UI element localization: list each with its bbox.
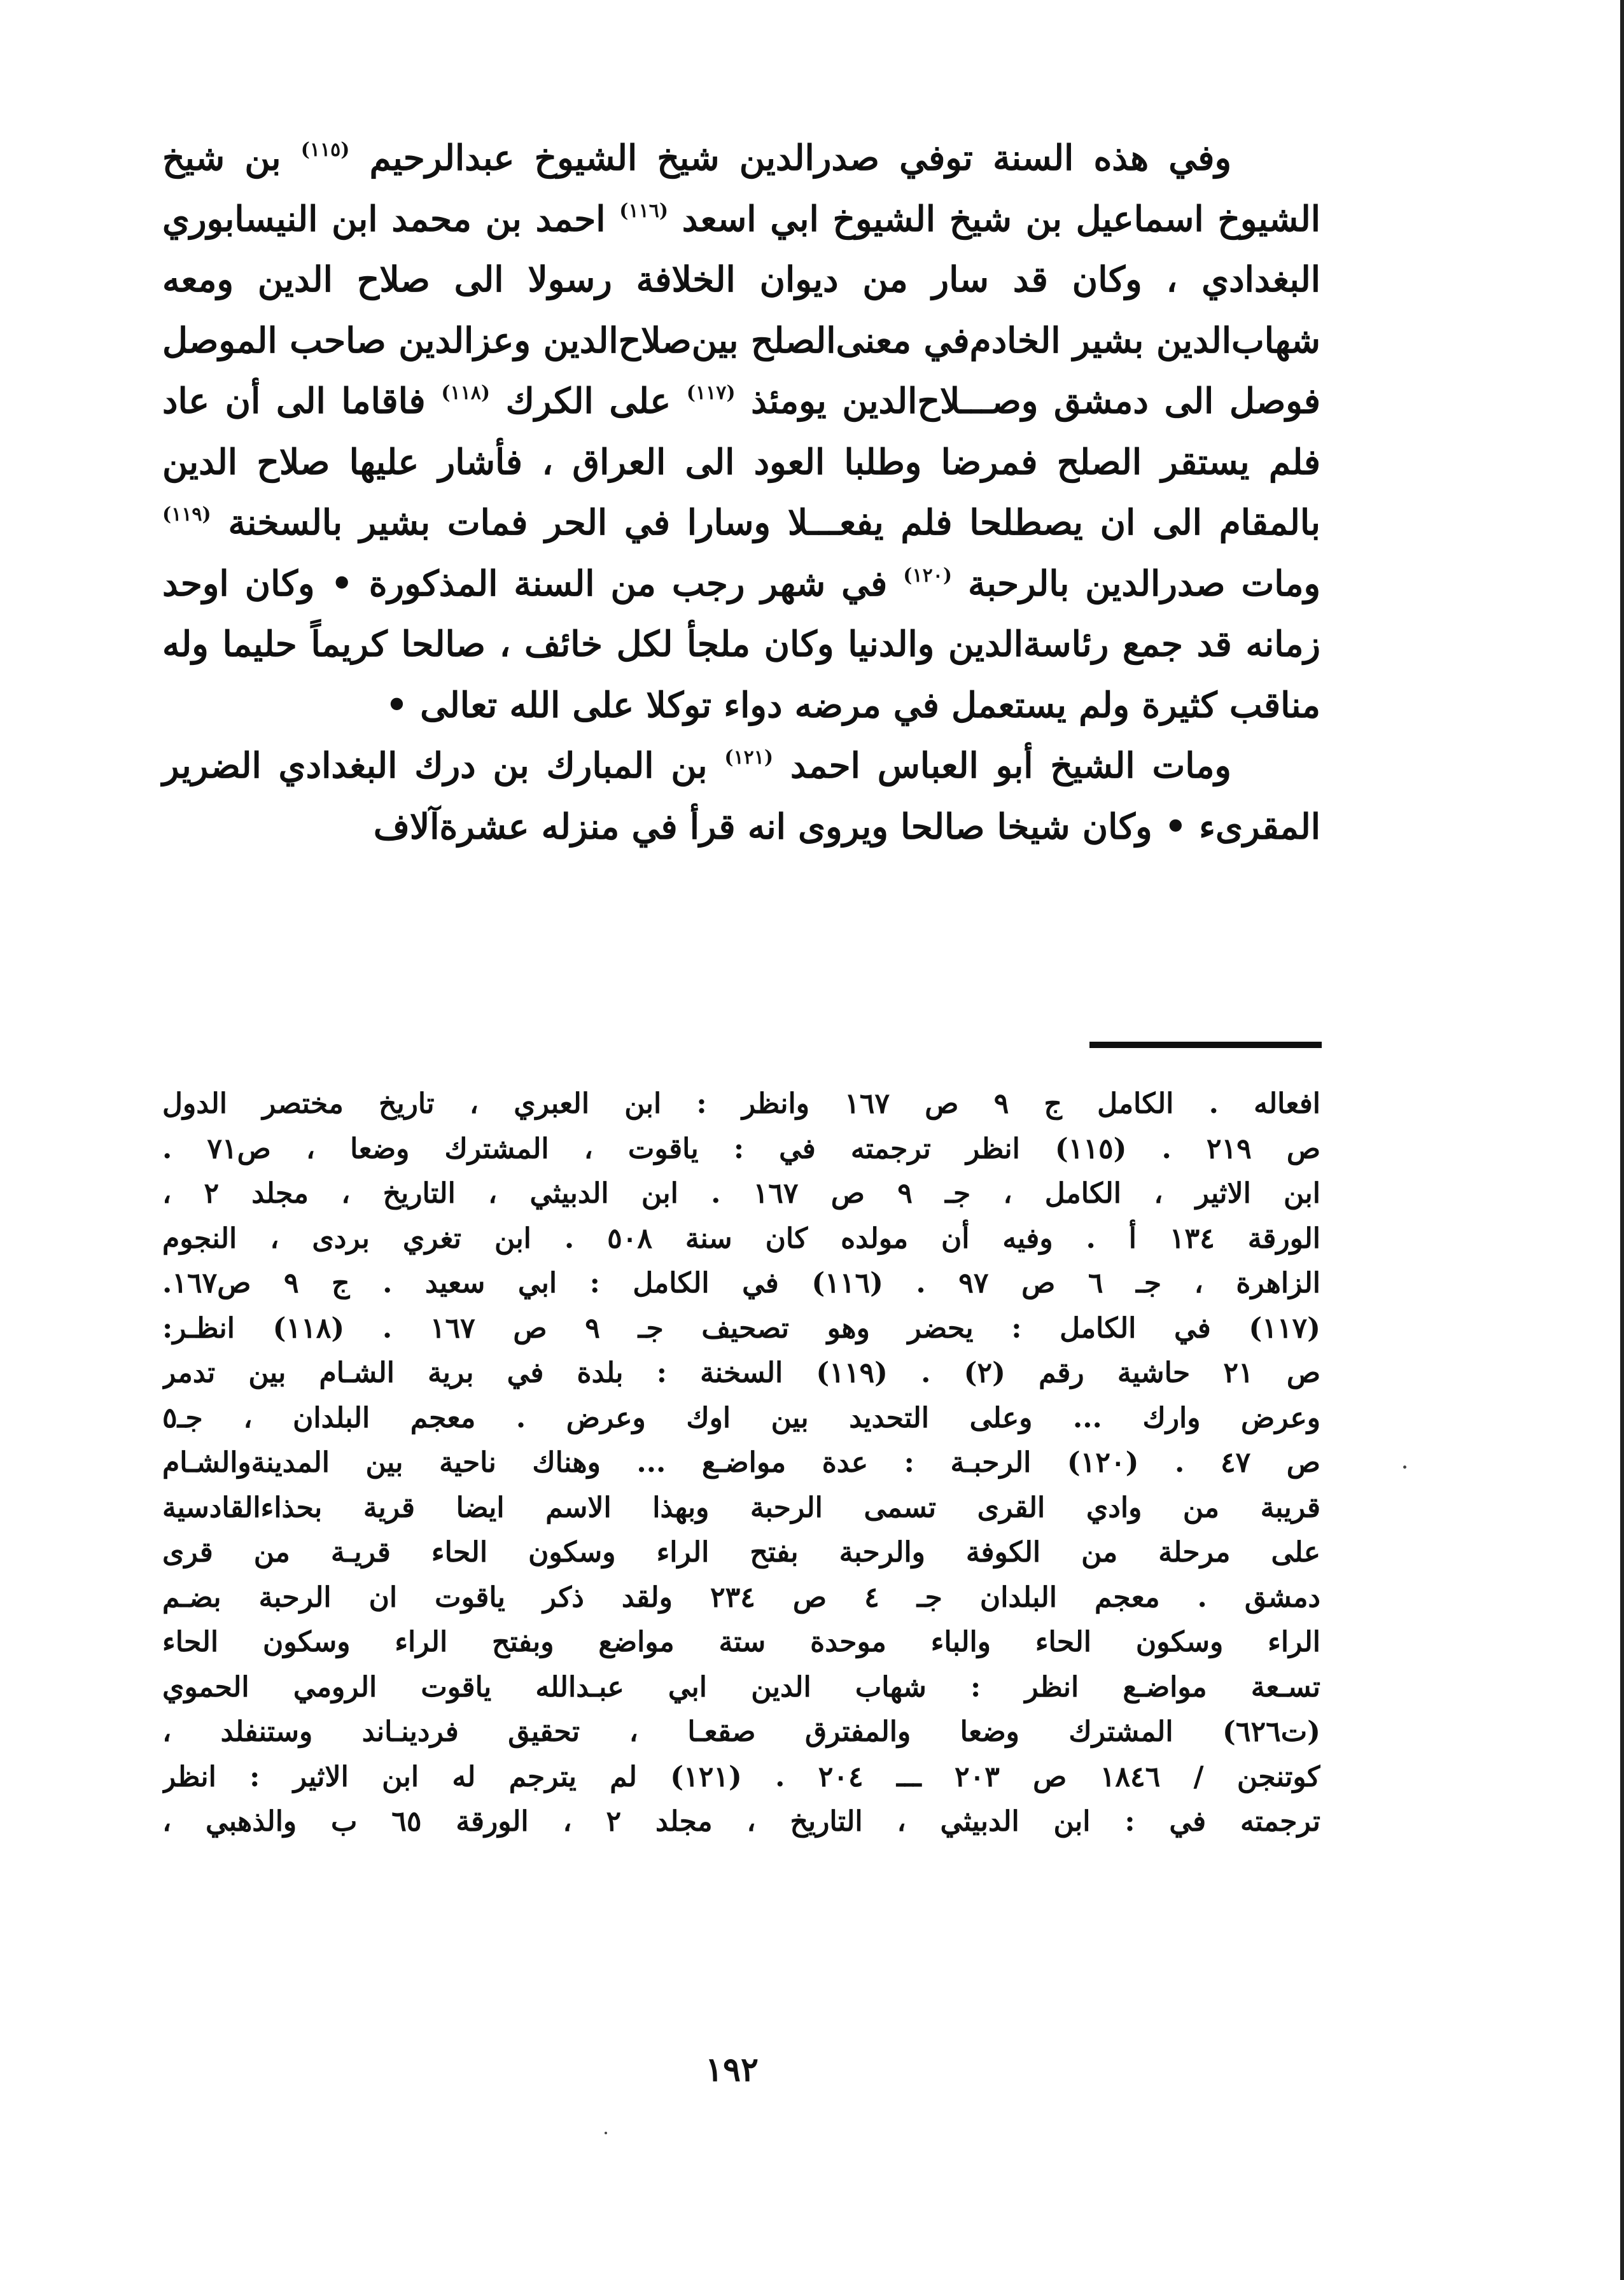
scan-speck [1403, 1465, 1406, 1469]
page-number: ١٩٢ [705, 2050, 759, 2089]
text-segment: في شهر رجب من السنة المذكورة • وكان اوحد زمانه قد جمع رئاسةالدين والدنيا وكان ملجأ لكل خائف ، صالحا كريماً حليما وله مناقب كثيرة ولم يستعمل في مرضه دواء توكلا على الله تعالى • [162, 562, 1320, 725]
footnote-line: الورقة ١٣٤ أ . وفيه أن مولده كان سنة ٥٠٨ . ابن تغري بردى ، النجوم [162, 1222, 1320, 1255]
footnote-line: (١١٧) في الكامل : يحضر وهو تصحيف جـ ٩ ص ١٦٧ . (١١٨) انظـر: [162, 1311, 1320, 1345]
footnote-line: قريبة من وادي القرى تسمى الرحبة وبهذا الاسم ايضا قرية بحذاءالقادسية [162, 1491, 1320, 1524]
footnote-line: تسـعة مواضـع انظر : شهاب الدين ابي عبـدالله ياقوت الرومي الحموي [162, 1670, 1320, 1703]
footnote-line: دمشق . معجم البلدان جـ ٤ ص ٢٣٤ ولقد ذكر ياقوت ان الرحبة بضـم [162, 1581, 1320, 1614]
footnote-line: (ت٦٢٦) المشترك وضعا والمفترق صقعـا ، تحقيق فردينـاند وستنفلد ، [162, 1716, 1320, 1748]
text-segment: احمد بن محمد ابن النيسابوري البغدادي ، وكان قد سار من ديوان الخلافة رسولا الى صلاح الدين ومعه شهاب‌الدين بشير الخادم‌في معنى‌الصلح بين‌صلاح‌الدين وعزالدين صاحب الموصل فوصل الى دمشق وصـــلاح‌الدين يومئذ [162, 197, 1320, 421]
footnote-line: على مرحلة من الكوفة والرحبة بفتح الراء وسكون الحاء قريـة من قرى [162, 1536, 1320, 1569]
paragraph-2 [162, 735, 1320, 857]
text-segment: وفي هذه السنة توفي صدرالدين شيخ الشيوخ عبدالرحيم [349, 137, 1232, 178]
footnote-line: الراء وسكون الحاء والباء موحدة ستة مواضع وبفتح الراء وسكون الحاء [162, 1626, 1320, 1658]
text-segment: ومات صدرالدين بالرحبة [952, 562, 1321, 604]
footnote-line: ص ٢١٩ . (١١٥) انظر ترجمته في : ياقوت ، المشترك وضعا ، ص٧١ . [162, 1132, 1320, 1165]
footnote-ref-119: (١١٩) [162, 503, 211, 526]
footnote-line: ترجمته في : ابن الدبيثي ، التاريخ ، مجلد ٢ ، الورقة ٦٥ ب والذهبي ، [162, 1805, 1320, 1838]
footnote-line: وعرض وارك ... وعلى التحديد بين اوك وعرض . معجم البلدان ، جـ٥ [162, 1401, 1320, 1434]
footnote-line: ص ٢١ حاشية رقم (٢) . (١١٩) السخنة : بلدة في برية الشـام بين تدمر [162, 1357, 1320, 1389]
page-edge [1620, 0, 1624, 2280]
scan-speck [605, 2132, 607, 2134]
footnote-ref-116: (١١٦) [619, 199, 669, 222]
footnote-ref-120: (١٢٠) [903, 564, 953, 587]
text-segment: ومات الشيخ أبو العباس احمد [773, 745, 1231, 786]
footnotes [162, 1082, 1320, 1845]
footnote-ref-118: (١١٨) [441, 382, 491, 404]
footnote-line: ص ٤٧ . (١٢٠) الرحبـة : عدة مواضـع ... وهناك ناحية بين المدينةوالشـام [162, 1446, 1320, 1479]
footnote-line: ابن الاثير ، الكامل ، جـ ٩ ص ١٦٧ . ابن الدبيثي ، التاريخ ، مجلد ٢ ، [162, 1177, 1320, 1210]
text-segment: فاقاما الى أن عاد فلم يستقر الصلح فمرضا وطلبا العود الى العراق ، فأشار عليها صلاح الدين بالمقام الى ان يصطلحا فلم يفعـــلا وسارا في الحر فمات بشير بالسخنة [162, 380, 1320, 543]
footnote-ref-115: (١١٥) [300, 139, 350, 161]
footnote-separator [1089, 1042, 1322, 1048]
footnote-ref-121: (١٢١) [724, 746, 774, 769]
footnote-line: افعاله . الكامل ج ٩ ص ١٦٧ وانظر : ابن العبري ، تاريخ مختصر الدول [162, 1088, 1320, 1120]
paragraph-1 [162, 127, 1320, 735]
footnote-line: الزاهرة ، جـ ٦ ص ٩٧ . (١١٦) في الكامل : ابي سعيد . ج ٩ ص١٦٧. [162, 1267, 1320, 1299]
text-segment: بن شيخ الشيوخ اسماعيل بن شيخ الشيوخ ابي اسعد [162, 137, 1320, 239]
text-segment: بن المبارك بن درك البغدادي الضرير المقرىء • وكان شيخا صالحا ويروى انه قرأ في منزله عشرةآلاف [162, 745, 1320, 847]
text-segment: على الكرك [490, 380, 687, 421]
footnote-line: كوتنجن / ١٨٤٦ ص ٢٠٣ ـــ ٢٠٤ . (١٢١) لم يترجم له ابن الاثير : انظر [162, 1760, 1320, 1793]
main-text [162, 127, 1320, 857]
footnote-ref-117: (١١٧) [686, 382, 736, 404]
